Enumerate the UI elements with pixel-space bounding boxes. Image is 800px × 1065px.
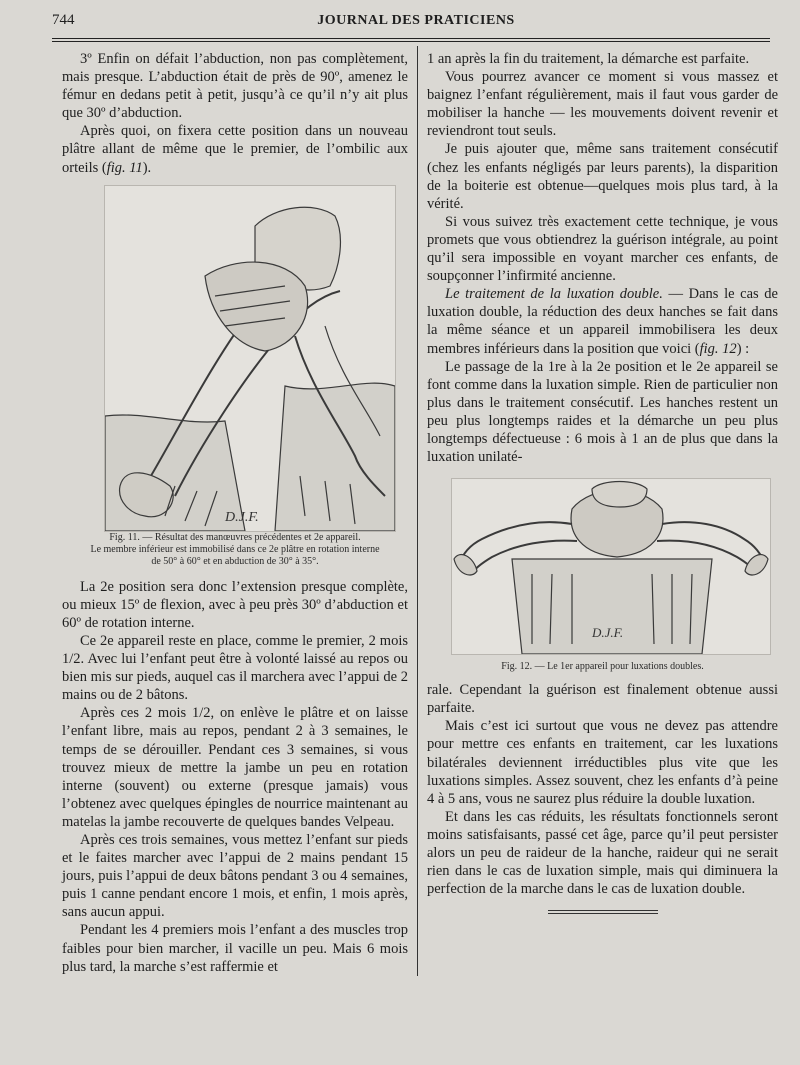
paragraph: Le traitement de la luxation double. — Dans le cas de luxation double, la réduction des deux hanches se fait dans la même séance et un appareil immobilisera les deux membres inférieurs dans la position que voici (fig. 12) : — [427, 286, 778, 357]
figure-12-illustration — [451, 478, 771, 655]
paragraph: 3º Enfin on défait l’abduction, non pas complètement, mais presque. L’abduction était de près de 90º, amenez le fémur en dedans petit à petit, jusqu’à ce qu’il n’y ait plus que 30º d’abduction. — [62, 51, 408, 122]
figure-reference: fig. 12 — [699, 340, 737, 357]
right-column — [427, 50, 778, 914]
paragraph: Je puis ajouter que, même sans traitement consécutif (chez les enfants négligés par leurs parents), la disparition de la boiterie est obtenue—quelques mois plus tard, à la vérité. — [427, 141, 778, 212]
section-end-rule — [548, 910, 658, 914]
paragraph: rale. Cependant la guérison est finalement obtenue aussi parfaite. — [427, 682, 778, 717]
figure-12-caption: Fig. 12. — Le 1er appareil pour luxations doubles. — [501, 661, 704, 673]
page-number: 744 — [52, 12, 75, 28]
paragraph: Ce 2e appareil reste en place, comme le premier, 2 mois 1/2. Avec lui l’enfant peut être à volonté laissé au repos ou bien mis sur pieds, auquel cas il marchera avec l’appui de 2 mains ou de 2 bâtons. — [62, 632, 408, 704]
paragraph: Et dans les cas réduits, les résultats fonctionnels seront moins satisfaisants, passé cet âge, parce qu’il peut persister alors un peu de raideur de la hanche, raideur qui ne serait rien dans le cas de luxation simple, mais qui diminuera la perfection de la marche dans le cas de luxation double. — [427, 808, 778, 898]
paragraph: Après ces trois semaines, vous mettez l’enfant sur pieds et le faites marcher avec l’appui de 2 mains pendant 15 jours, puis l’appui de deux bâtons pendant 3 ou 4 semaines, puis 1 canne pendant encore 1 mois, et enfin, 1 mois après, sans aucun appui. — [62, 831, 408, 921]
running-head — [52, 12, 770, 34]
double-luxation-cast-drawing — [452, 479, 770, 654]
paragraph: Si vous suivez très exactement cette technique, je vous promets que vous obtiendrez la guérison intégrale, au point qu’il sera impossible en voyant marcher ces enfants, de soupçonner l’infirmité ancienne. — [427, 213, 778, 285]
figure-11-illustration — [104, 185, 396, 532]
paragraph: Mais c’est ici surtout que vous ne devez pas attendre pour mettre ces enfants en traitement, car les luxations bilatérales deviennent irréductibles plus vite que les luxations simples. Assez souvent, chez les enfants d’à peine 4 à 5 ans, vous ne saurez plus réduire la double luxation. — [427, 718, 778, 807]
child-plaster-cast-drawing — [105, 186, 395, 531]
figure-11-caption: Fig. 11. — Résultat des manœuvres précédentes et 2e appareil. Le membre inférieur est immobilisé dans ce 2e plâtre en rotation interne de 50° à 60° et en abduction de 30° à 35°. — [90, 531, 380, 567]
journal-title: JOURNAL DES PRATICIENS — [317, 13, 515, 28]
section-heading: Le traitement de la luxation double. — [445, 286, 663, 303]
paragraph: La 2e position sera donc l’extension presque complète, ou mieux 15º de flexion, avec à peu près 30º d’abduction et 60º de rotation interne. — [62, 578, 408, 631]
paragraph: Après quoi, on fixera cette position dans un nouveau plâtre allant de même que le premier, de l’ombilic aux orteils (fig. 11). — [62, 123, 408, 176]
paragraph: Vous pourrez avancer ce moment si vous massez et baignez l’enfant régulièrement, mais il faut vous garder de mobiliser la hanche — les mouvements doivent revenir et reviendront tout seuls. — [427, 69, 778, 140]
figure-reference: fig. 11 — [106, 159, 143, 176]
paragraph: 1 an après la fin du traitement, la démarche est parfaite. — [427, 51, 750, 67]
figure-12 — [427, 478, 778, 673]
paragraph: Le passage de la 1re à la 2e position et le 2e appareil se font comme dans la luxation simple. Rien de particulier non plus dans le traitement consécutif. Les hanches restent un peu plus longtemps raides et la démarche un peu plus longtemps défectueuse : 6 mois à 1 an de plus que dans la luxation unilaté- — [427, 358, 778, 466]
figure-11 — [62, 185, 408, 568]
left-column — [62, 50, 408, 976]
header-rule — [52, 38, 770, 42]
column-divider — [417, 46, 418, 976]
paragraph: Pendant les 4 premiers mois l’enfant a des muscles trop faibles pour bien marcher, il vacille un peu. Mais 6 mois plus tard, la marche s’est raffermie et — [62, 922, 408, 975]
artist-signature: D.J.F. — [225, 509, 259, 525]
artist-signature: D.J.F. — [592, 625, 624, 641]
paragraph: Après ces 2 mois 1/2, on enlève le plâtre et on laisse l’enfant libre, mais au repos, pendant 2 à 3 semaines, le temps de se dérouiller. Pendant ces 3 semaines, si vous trouvez mieux de mettre la jambe un peu en rotation interne (souvent) ou externe (presque jamais) vous l’obtenez avec quelques épingles de nourrice maintenant au matelas la jambe recouverte de quelques bandes Velpeau. — [62, 705, 408, 830]
